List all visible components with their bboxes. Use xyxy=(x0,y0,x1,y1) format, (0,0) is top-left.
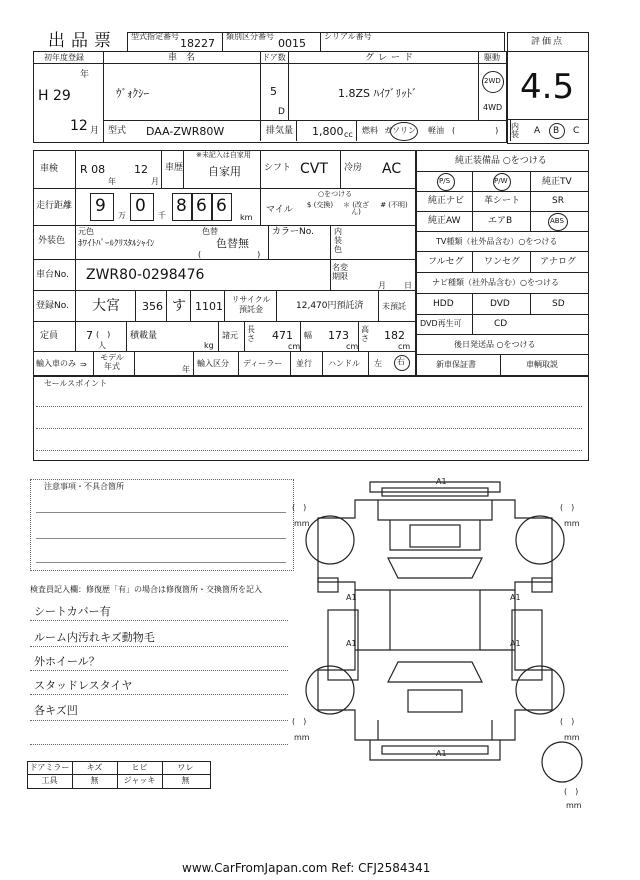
doors: 5 xyxy=(270,85,277,98)
handle-label: ハンドル xyxy=(328,359,360,368)
length-label: 長さ xyxy=(247,325,255,343)
length: 471 xyxy=(272,329,293,342)
class-number-label: 類別区分番号 xyxy=(226,32,274,41)
history: 自家用 xyxy=(208,165,241,178)
length-cm: cm xyxy=(288,342,301,351)
note-line-1: シートカバー有 xyxy=(34,605,111,618)
reg-kana: す xyxy=(172,298,186,314)
exterior-color: ﾎﾜｲﾄﾊﾟｰﾙｸﾘｽﾀﾙｼｬｲﾝ xyxy=(78,239,155,249)
equip-navi: 純正ナビ xyxy=(428,196,465,206)
tv-type-label: TV種類（社外品含む）○をつける xyxy=(436,237,558,246)
legend-cell-2: 無 xyxy=(90,776,99,785)
import-arrow: ⇒ xyxy=(80,360,87,369)
equip-abs: ABS xyxy=(550,217,564,225)
reg-label: 登録No. xyxy=(36,301,69,311)
doc-warranty: 新車保証書 xyxy=(436,360,476,369)
mileage-digit-5: 6 xyxy=(216,196,227,216)
damage-mark-4: A1 xyxy=(346,639,357,648)
navi-sd: SD xyxy=(552,299,565,309)
interior-c: C xyxy=(573,126,580,136)
meter-modified: ＊ (改ざん) xyxy=(343,201,369,216)
car-name-label: 車 名 xyxy=(168,53,196,63)
color-no-label: カラーNo. xyxy=(272,227,314,237)
score-value: 4.5 xyxy=(520,67,575,107)
kg-unit: kg xyxy=(204,341,214,350)
displacement: 1,800 xyxy=(312,125,344,138)
sales-point-box xyxy=(33,375,589,461)
interior-color-label: 内装色 xyxy=(334,227,342,254)
color-changed-label: 色替 xyxy=(202,227,218,236)
note-line-5: 各キズ凹 xyxy=(34,704,78,717)
load-label: 積載量 xyxy=(130,331,158,341)
caution-label: 注意事項・不具合箇所 xyxy=(44,482,124,491)
legend-header-2: キズ xyxy=(86,763,103,772)
chassis-number: ZWR80-0298476 xyxy=(86,267,205,283)
chassis-label: 車台No. xyxy=(36,270,69,280)
mm-bracket-rl: ( ) xyxy=(292,717,307,726)
reg-place: 大宮 xyxy=(92,298,120,314)
handle-right: 右 xyxy=(397,357,405,366)
name-change-month: 月 xyxy=(378,281,386,290)
genuine-equipment-label: 純正装備品 ○をつける xyxy=(455,156,547,166)
height: 182 xyxy=(384,329,405,342)
equip-ps: P/S xyxy=(439,177,451,185)
damage-mark-5: A1 xyxy=(510,639,521,648)
model-designation: 18227 xyxy=(180,37,215,50)
width: 173 xyxy=(328,329,349,342)
ac: AC xyxy=(382,161,402,177)
equip-airbag: エアB xyxy=(488,216,513,226)
mm-label-rr: mm xyxy=(564,733,580,742)
damage-mark-1: A1 xyxy=(436,477,447,486)
import-class-label: 輸入区分 xyxy=(197,359,229,368)
height-label: 高さ xyxy=(361,325,369,343)
inspection-month-unit: 月 xyxy=(151,177,159,186)
score-label: 評価点 xyxy=(531,37,565,47)
capacity-unit: 人 xyxy=(98,341,106,350)
color-label: 外装色 xyxy=(38,236,66,246)
first-reg-month: 12 xyxy=(70,118,88,134)
mileage-digit-2: 0 xyxy=(135,196,146,216)
dealer-label: ディーラー xyxy=(243,359,283,368)
meter-exchange: $ (交換) xyxy=(306,201,334,209)
first-reg-era: H 29 xyxy=(38,88,71,104)
doors-label: ドア数 xyxy=(262,53,286,62)
inspection-date: R 08 xyxy=(80,163,106,176)
mm-bracket-rr: ( ) xyxy=(560,717,575,726)
later-docs-label: 後日発送品 ○をつける xyxy=(454,340,536,349)
mileage-label: 走行距離 xyxy=(36,201,73,211)
fuel-other-bracket: ( ) xyxy=(452,126,499,135)
note-line-4: スタッドレスタイヤ xyxy=(34,679,133,692)
legend-cell-3: ジャッキ xyxy=(123,776,156,785)
door-type: D xyxy=(278,107,285,117)
parallel-label: 並行 xyxy=(296,359,312,368)
handle-left: 左 xyxy=(374,359,382,368)
equip-pw: P/W xyxy=(494,177,508,185)
history-note: ※未記入は自家用 xyxy=(196,151,251,159)
note-line-3: 外ホイール？ xyxy=(34,655,100,668)
interior-b: B xyxy=(553,126,560,136)
mm-bracket-fl: ( ) xyxy=(292,503,307,512)
mm-label-fl: mm xyxy=(294,519,310,528)
capacity: 7 xyxy=(86,329,93,342)
grade-label: グレード xyxy=(365,53,418,63)
serial-label: シリアル番号 xyxy=(324,32,372,41)
mileage-digit-4: 6 xyxy=(196,196,207,216)
tv-analog: アナログ xyxy=(540,257,577,267)
mileage-man-unit: 万 xyxy=(118,211,126,220)
navi-dvd: DVD xyxy=(490,299,510,309)
displacement-label: 排気量 xyxy=(266,126,294,136)
import-label: 輸入車のみ xyxy=(36,359,76,368)
history-label: 車歴 xyxy=(165,163,184,173)
legend-cell-1: 工具 xyxy=(41,776,58,785)
tv-fullseg: フルセグ xyxy=(428,257,464,267)
recycle-unpaid: 未預託 xyxy=(382,302,406,311)
reg-class: 356 xyxy=(142,300,163,313)
vehicle-type: DAA-ZWR80W xyxy=(146,125,225,138)
fuel-diesel: 軽油 xyxy=(428,126,444,135)
width-label: 幅 xyxy=(304,331,312,340)
mileage-digit-1: 9 xyxy=(95,196,106,216)
sheet-title: 出品票 xyxy=(48,31,117,51)
info-grid xyxy=(33,150,417,377)
capacity-bracket: ( ) xyxy=(96,330,111,339)
legend-header-4: ワレ xyxy=(177,763,194,772)
shift-label: シフト xyxy=(264,163,292,173)
equip-leather: 革シート xyxy=(484,196,521,206)
inspector-note: 検査員記入欄：修復歴「有」の場合は修復箇所・交換箇所を記入 xyxy=(30,585,262,594)
damage-mark-3: A1 xyxy=(510,593,521,602)
color-bracket: ( ) xyxy=(198,250,261,259)
damage-mark-6: A1 xyxy=(436,749,447,758)
equip-tv: 純正TV xyxy=(542,177,572,187)
shift: CVT xyxy=(300,161,328,177)
footer-ref: www.CarFromJapan.com Ref: CFJ2584341 xyxy=(182,861,431,875)
navi-cd: CD xyxy=(494,319,508,329)
inspection-month: 12 xyxy=(134,163,148,176)
reg-number: 1101 xyxy=(195,300,223,313)
ac-label: 冷房 xyxy=(344,163,363,173)
color-changed: 色替無 xyxy=(216,237,249,250)
class-number: 0015 xyxy=(278,37,306,50)
drive-label: 駆動 xyxy=(484,53,500,62)
mileage-sen-unit: 千 xyxy=(158,211,166,220)
mm-label-rl: mm xyxy=(294,733,310,742)
year-unit: 年 xyxy=(80,70,90,80)
mm-label-fr: mm xyxy=(564,519,580,528)
width-cm: cm xyxy=(346,342,359,351)
capacity-label: 定員 xyxy=(40,331,59,341)
original-color-label: 元色 xyxy=(78,227,94,236)
meter-unknown: # (不明) xyxy=(380,201,408,209)
legend-header-1: ドアミラー xyxy=(29,763,70,772)
size-label: 諸元 xyxy=(222,331,238,340)
interior-a: A xyxy=(534,126,541,136)
car-name: ｳﾞｫｸｼｰ xyxy=(116,87,149,100)
mileage-digit-3: 8 xyxy=(176,196,187,216)
mm-bracket-fr: ( ) xyxy=(560,503,575,512)
first-reg-label: 初年度登録 xyxy=(44,53,84,62)
drive-2wd: 2WD xyxy=(484,77,501,85)
car-damage-diagram xyxy=(290,470,590,810)
model-year-unit: 年 xyxy=(182,365,190,374)
meter-circle-note: ○をつける xyxy=(318,190,353,198)
caution-box xyxy=(30,479,294,571)
meter-mile-label: マイル xyxy=(266,205,293,215)
height-cm: cm xyxy=(398,342,411,351)
name-change-label: 名変期限 xyxy=(332,263,348,281)
legend-header-3: ヒビ xyxy=(131,763,148,772)
mm-label-spare: mm xyxy=(566,801,582,810)
navi-hdd: HDD xyxy=(433,299,454,309)
km-unit: km xyxy=(240,213,253,222)
type-label: 型式 xyxy=(108,126,127,136)
navi-type-label: ナビ種類（社外品含む）○をつける xyxy=(432,278,559,287)
cc-unit: cc xyxy=(344,130,353,139)
doc-manual: 車輌取説 xyxy=(526,360,558,369)
note-line-2: ルーム内汚れキズ動物毛 xyxy=(34,631,155,644)
recycle-amount: 12,470円預託済 xyxy=(296,301,364,311)
mm-bracket-spare: ( ) xyxy=(564,787,579,796)
inspection-year-unit: 年 xyxy=(108,177,116,186)
fuel-gas: ガソリン xyxy=(384,126,416,135)
inspection-label: 車検 xyxy=(40,164,59,174)
recycle-label: リサイクル預託金 xyxy=(231,295,271,314)
model-designation-label: 型式指定番号 xyxy=(131,32,179,41)
damage-mark-2: A1 xyxy=(346,593,357,602)
navi-dvd-play: DVD再生可 xyxy=(420,319,462,328)
model-year-label: モデル年式 xyxy=(100,353,124,371)
legend-cell-4: 無 xyxy=(181,776,190,785)
grade: 1.8ZS ﾊｲﾌﾞﾘｯﾄﾞ xyxy=(338,87,418,100)
name-change-day: 日 xyxy=(404,281,412,290)
sales-point-label: セールスポイント xyxy=(44,379,108,388)
tv-oneseg: ワンセグ xyxy=(484,257,521,267)
equip-sr: SR xyxy=(552,196,564,206)
interior-label: 内装 xyxy=(511,122,519,139)
fuel-label: 燃料 xyxy=(362,126,378,135)
drive-4wd: 4WD xyxy=(483,103,503,112)
month-unit: 月 xyxy=(90,126,100,136)
equip-aw: 純正AW xyxy=(428,216,461,226)
